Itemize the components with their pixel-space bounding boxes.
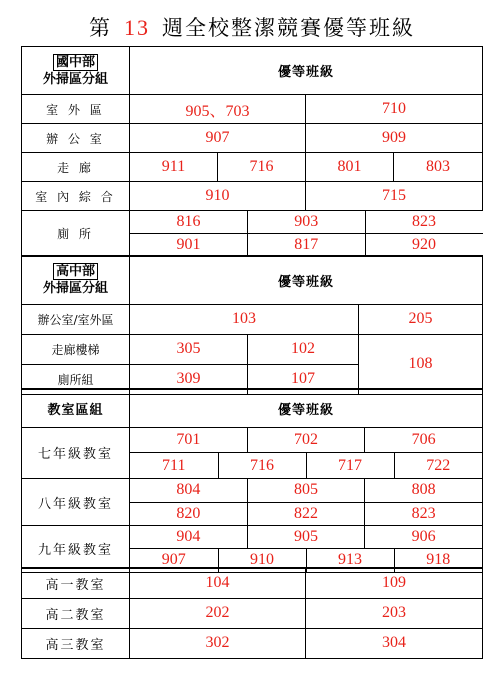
class-cell: 910 xyxy=(218,549,306,572)
classroom-table xyxy=(21,388,483,573)
class-cell: 805 xyxy=(247,479,364,502)
row-label-high1: 高一教室 xyxy=(22,568,130,598)
class-cell: 205 xyxy=(359,304,483,334)
junior-group-label: 外掃區分組 xyxy=(42,71,108,87)
class-cell: 904 xyxy=(130,526,247,548)
class-cell: 903 xyxy=(248,211,366,233)
row-label-grade7: 七年級教室 xyxy=(22,427,130,479)
senior-division-label: 高中部 xyxy=(53,263,98,280)
class-cell: 706 xyxy=(365,428,482,453)
page-title xyxy=(0,12,504,42)
class-cell: 823 xyxy=(411,504,436,522)
class-cell: 202 xyxy=(130,598,306,628)
junior-outdoor-table xyxy=(21,46,483,257)
junior-division-label: 國中部 xyxy=(53,54,98,71)
award-sheet xyxy=(21,46,482,663)
class-cell: 804 xyxy=(130,479,247,502)
class-cell: 820 xyxy=(130,502,247,525)
row-label-office-outdoor: 辦公室/室外區 xyxy=(22,304,130,334)
class-cell: 801 xyxy=(306,153,394,182)
high-classroom-table xyxy=(21,567,483,659)
class-cell: 808 xyxy=(365,479,482,502)
class-cell: 309 xyxy=(130,364,248,394)
class-cell: 722 xyxy=(426,456,451,474)
class-cell: 909 xyxy=(306,124,483,153)
class-cell: 107 xyxy=(248,364,359,394)
class-cell: 716 xyxy=(218,453,306,478)
class-cell: 822 xyxy=(247,502,364,525)
senior-group-header xyxy=(22,256,130,304)
class-cell: 901 xyxy=(130,234,248,256)
class-cell: 907 xyxy=(130,124,306,153)
senior-award-header: 優等班級 xyxy=(130,256,483,304)
class-cell: 104 xyxy=(130,568,306,598)
classroom-group-label: 教室區組 xyxy=(22,389,130,427)
classroom-award-header: 優等班級 xyxy=(130,389,483,427)
class-cell: 717 xyxy=(306,453,394,478)
title-suffix: 週全校整潔競賽優等班級 xyxy=(162,16,415,40)
class-cell: 913 xyxy=(306,549,394,572)
row-label-corridor: 走 廊 xyxy=(22,153,130,182)
class-cell: 817 xyxy=(248,234,366,256)
class-cell: 302 xyxy=(130,628,306,658)
class-cell: 918 xyxy=(426,551,451,568)
class-cell: 911 xyxy=(130,153,218,182)
row-label-restroom: 廁 所 xyxy=(22,211,130,257)
class-cell: 716 xyxy=(218,153,306,182)
class-cell: 102 xyxy=(248,334,359,364)
class-cell: 907 xyxy=(130,549,218,572)
class-cell: 920 xyxy=(412,236,436,253)
row-label-restroom-group: 廁所組 xyxy=(22,364,130,394)
class-cell: 906 xyxy=(365,526,482,548)
class-cell: 108 xyxy=(359,334,483,394)
class-cell: 103 xyxy=(130,304,359,334)
senior-outdoor-table xyxy=(21,255,483,395)
class-cell: 816 xyxy=(130,211,248,233)
row-label-outdoor: 室 外 區 xyxy=(22,95,130,124)
row-label-high3: 高三教室 xyxy=(22,628,130,658)
class-cell: 823 xyxy=(412,213,436,230)
class-cell: 109 xyxy=(306,568,483,598)
class-cell: 711 xyxy=(130,453,218,478)
row-label-high2: 高二教室 xyxy=(22,598,130,628)
class-cell: 701 xyxy=(130,428,247,453)
row-label-grade8: 八年級教室 xyxy=(22,479,130,526)
class-cell: 304 xyxy=(306,628,483,658)
class-cell: 710 xyxy=(306,95,483,124)
row-label-grade9: 九年級教室 xyxy=(22,526,130,573)
class-cell: 905、703 xyxy=(130,95,306,124)
row-label-corridor-stairs: 走廊樓梯 xyxy=(22,334,130,364)
title-prefix: 第 xyxy=(89,16,112,40)
week-number: 13 xyxy=(124,15,150,40)
class-cell: 910 xyxy=(130,182,306,211)
class-cell: 203 xyxy=(306,598,483,628)
row-label-office: 辦 公 室 xyxy=(22,124,130,153)
class-cell: 715 xyxy=(306,182,483,211)
class-cell: 702 xyxy=(247,428,364,453)
class-cell: 305 xyxy=(130,334,248,364)
class-cell: 905 xyxy=(247,526,364,548)
row-label-indoor: 室 內 綜 合 xyxy=(22,182,130,211)
junior-award-header: 優等班級 xyxy=(130,47,483,95)
junior-group-header xyxy=(22,47,130,95)
senior-group-label: 外掃區分組 xyxy=(42,281,108,297)
class-cell: 803 xyxy=(394,153,483,182)
